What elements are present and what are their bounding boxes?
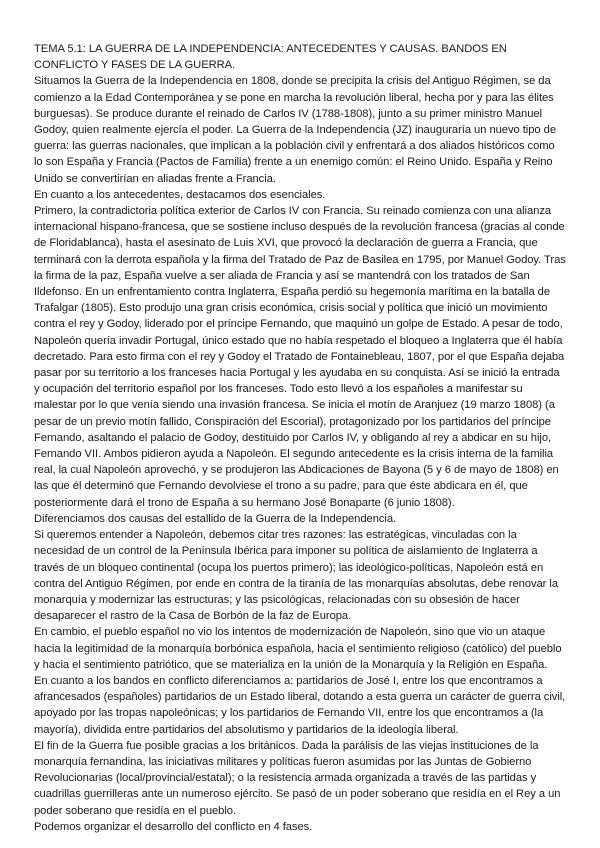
paragraph-napoleon-reasons: Si queremos entender a Napoleón, debemos citar tres razones: las estratégicas, vinculadas con la necesidad de un control de la Península Ibérica para imponer su política de aislamiento de Inglaterra a través de un bloqueo continental (ocupa los puertos primero); las ideológico-políticas, Napoleón está en contra del Antiguo Régimen, por ende en contra de la tiranía de las monarquías absolutas, debe renovar la monarquía y modernizar las estructuras; y las psicológicas, relacionadas con su obsesión de hacer desaparecer el rastro de la Casa de Borbón de la faz de Europa. [34, 529, 559, 623]
paragraph-causes-intro: Diferenciamos dos causas del estallido de la Guerra de la Independencia. [34, 512, 397, 525]
document-title: TEMA 5.1: LA GUERRA DE LA INDEPENDENCIA: ANTECEDENTES Y CAUSAS. BANDOS EN CONFLICTO Y FASES DE LA GUERRA. [34, 43, 507, 72]
paragraph-antecedents-intro: En cuanto a los antecedentes, destacamos dos esenciales. [34, 188, 326, 201]
paragraph-antecedents-detail: Primero, la contradictoria política exterior de Carlos IV con Francia. Su reinado comienza con una alianza internacional hispano-francesa, que se sostiene incluso después de la revolución francesa (gracias al conde de Floridablanca), hasta el asesinato de Luis XVI, que provocó la declaración de guerra a Francia, que terminará con la derrota española y la firma del Tratado de Paz de Basilea en 1795, por Manuel Godoy. Tras la firma de la paz, España vuelve a ser aliada de Francia y así se mantendrá con los tratados de San Ildefonso. En un enfrentamiento contra Inglaterra, España perdió su hegemonía marítima en la batalla de Trafalgar (1805). Esto produjo una gran crisis económica, crisis social y política que inició un movimiento contra el rey y Godoy, liderado por el príncipe Fernando, que maquinó un golpe de Estado. A pesar de todo, Napoleón quería invadir Portugal, único estado que no había respetado el bloqueo a Inglaterra que él había decretado. Para esto firma con el rey y Godoy el Tratado de Fontainebleau, 1807, por el que España dejaba pasar por su territorio a los franceses hacia Portugal y les ayudaba en su conquista. Así se inició la entrada y ocupación del territorio español por los franceses. Todo esto llevó a los españoles a manifestar su malestar por lo que venía siendo una invasión francesa. Se inicia el motín de Aranjuez (19 marzo 1808) (a pesar de un previo motín fallido, Conspiración del Escorial), protagonizado por los partidarios del príncipe Fernando, asaltando el palacio de Godoy, destituido por Carlos IV, y obligando al rey a abdicar en su hijo, Fernando VII. Ambos pidieron ayuda a Napoleón. El segundo antecedente es la crisis interna de la familia real, la cual Napoleón aprovechó, y se produjeron las Abdicaciones de Bayona (5 y 6 de mayo de 1808) en las que él determinó que Fernando devolviese el trono a su padre, para que éste abdicara en él, que posteriormente dará el trono de España a su hermano José Bonaparte (6 junio 1808). [34, 205, 566, 509]
paragraph-end-of-war: El fin de la Guerra fue posible gracias a los británicos. Dada la parálisis de las viejas instituciones de la monarquía fernandina, las iniciativas militares y políticas fueron asumidas por las Juntas de Gobierno Revolucionarias (local/provincial/estatal); o la resistencia armada organizada a través de las partidas y cuadrillas guerrilleras ante un numeroso ejército. Se pasó de un poder soberano que residía en el Rey a un poder soberano que residía en el pueblo. [34, 739, 561, 817]
paragraph-introduction: Situamos la Guerra de la Independencia en 1808, donde se precipita la crisis del Antiguo Régimen, se da comienzo a la Edad Contemporánea y se pone en marcha la revolución liberal, hecha por y para las élites burguesas). Se produce durante el reinado de Carlos IV (1788-1808), junto a su primer ministro Manuel Godoy, quien realmente ejercía el poder. La Guerra de la Independencia (JZ) inauguraría un nuevo tipo de guerra: las guerras nacionales, que implican a la población civil y enfrentará a dos aliados históricos como lo son España y Francia (Pactos de Familia) frente a un enemigo común: el Reino Unido. España y Reino Unido se convertirían en aliadas frente a Francia. [34, 75, 556, 185]
paragraph-phases: Podemos organizar el desarrollo del conflicto en 4 fases. [34, 820, 313, 833]
paragraph-spanish-people: En cambio, el pueblo español no vio los intentos de modernización de Napoleón, sino que vio un ataque hacia la legitimidad de la monarquía borbónica española, hacia el sentimiento religioso (católico) del pueblo y hacia el sentimiento patriótico, que se materializa en la unión de la Monarquía y la Religión en España. [34, 626, 562, 671]
paragraph-sides-in-conflict: En cuanto a los bandos en conflicto diferenciamos a: partidarios de José I, entre los que encontramos a afrancesados (españoles) partidarios de un Estado liberal, dotando a esta guerra un carácter de guerra civil, apoyado por las tropas napoleónicas; y los partidarios de Fernando VII, entre los que encontramos a (la mayoría), dividida entre partidarios del absolutismo y partidarios de la ideología liberal. [34, 674, 566, 736]
document-page [34, 41, 566, 835]
